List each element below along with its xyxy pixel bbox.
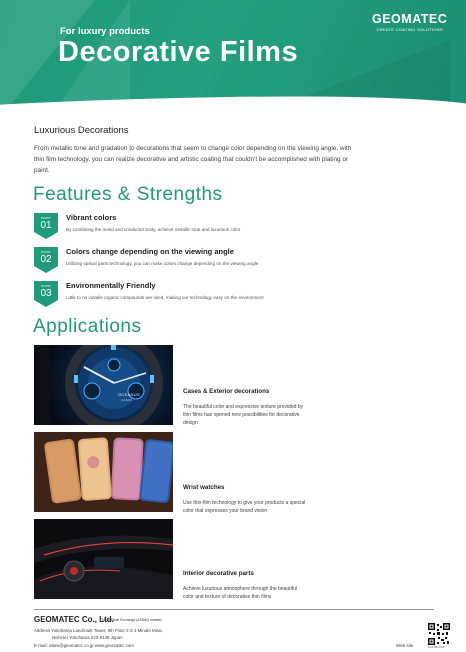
intro-line: paint. bbox=[34, 167, 50, 175]
application-description bbox=[183, 586, 333, 602]
badge-point-label: POINT bbox=[40, 284, 52, 288]
badge-point-label: POINT bbox=[40, 250, 52, 254]
watch-photo bbox=[34, 345, 173, 425]
logo-subtitle: CREATE COATING SOLUTIONS bbox=[376, 27, 443, 32]
address-line: Nishi-ku Yokohama 220-8139 Japan bbox=[52, 635, 123, 640]
applications-heading: Applications bbox=[33, 316, 142, 337]
phone-cases-illustration bbox=[34, 432, 173, 512]
header-tagline: For luxury products bbox=[60, 26, 150, 37]
point-badge bbox=[34, 247, 58, 273]
badge-number: 03 bbox=[40, 288, 52, 299]
feature-description: Little to no volatile organic compounds are used, making our technology easy on the environment bbox=[66, 295, 264, 300]
watch-illustration bbox=[34, 345, 173, 425]
intro-heading: Luxurious Decorations bbox=[34, 125, 129, 136]
feature-title: Environmentally Friendly bbox=[66, 281, 156, 290]
website-label: Web site bbox=[396, 643, 414, 648]
point-badge bbox=[34, 213, 58, 239]
car-interior-photo bbox=[34, 519, 173, 599]
application-title: Interior decorative parts bbox=[183, 570, 254, 577]
intro-paragraph bbox=[34, 143, 436, 177]
logo-name: GEOMATEC bbox=[372, 12, 448, 26]
features-heading: Features & Strengths bbox=[33, 184, 223, 205]
application-line: The beautiful color and expressive texture provided by bbox=[183, 404, 304, 410]
page-title: Decorative Films bbox=[58, 36, 299, 68]
application-title: Cases & Exterior decorations bbox=[183, 388, 270, 395]
header-banner bbox=[0, 0, 466, 118]
footer-divider bbox=[34, 609, 434, 610]
phone-cases-photo bbox=[34, 432, 173, 512]
watch-maker-label: CASIO bbox=[121, 398, 132, 402]
badge-number: 01 bbox=[40, 220, 52, 231]
intro-line: thin film technology, you can realize decorative and artistic coating that couldn't be accomplished with plating or bbox=[34, 156, 349, 164]
feature-description: By combining the metal and conductor body, achieve metallic tone and luxurious color bbox=[66, 227, 241, 232]
qr-code-icon[interactable] bbox=[428, 623, 450, 645]
contact-email[interactable]: E-mail: sales@geomatec.co.jp www.geomatec.com bbox=[34, 643, 134, 648]
feature-description: Utilizing optical parts technology, you can make colors change depending on the viewing angle bbox=[66, 261, 259, 266]
intro-line: From metallic tone and gradation to decorations that seem to change color depending on the viewing angle, with bbox=[34, 145, 352, 152]
application-line: Achieve luxurious atmosphere through the beautiful bbox=[183, 586, 297, 592]
application-line: design bbox=[183, 419, 198, 426]
stock-market-label: [Tokyo Stock Exchange (ASDAQ market) bbox=[100, 618, 162, 622]
address-line: Address Yokohama Landmark Tower, 9th Floor 2-2-1 Minato Mirai, bbox=[34, 628, 163, 633]
application-description bbox=[183, 500, 333, 516]
application-line: color and texture of decorative thin films bbox=[183, 593, 272, 600]
badge-point-label: POINT bbox=[40, 216, 52, 220]
application-line: Use thin-film technology to give your products a special bbox=[183, 500, 306, 506]
application-description bbox=[183, 404, 333, 427]
company-logo bbox=[372, 12, 447, 32]
feature-title: Colors change depending on the viewing angle bbox=[66, 247, 234, 256]
company-name: GEOMATEC Co., Ltd. bbox=[34, 615, 114, 624]
watch-brand-label: OCEANUS bbox=[118, 392, 140, 397]
badge-number: 02 bbox=[40, 254, 52, 265]
application-line: color that expresses your brand vision bbox=[183, 507, 268, 514]
application-title: Wrist watches bbox=[183, 484, 225, 491]
feature-title: Vibrant colors bbox=[66, 213, 117, 222]
application-line: thin films has opened new possibilities for decorative bbox=[183, 411, 300, 418]
car-interior-illustration bbox=[34, 519, 173, 599]
point-badge bbox=[34, 281, 58, 307]
qr-code-id: DAS-MD-0008 bbox=[428, 646, 445, 649]
